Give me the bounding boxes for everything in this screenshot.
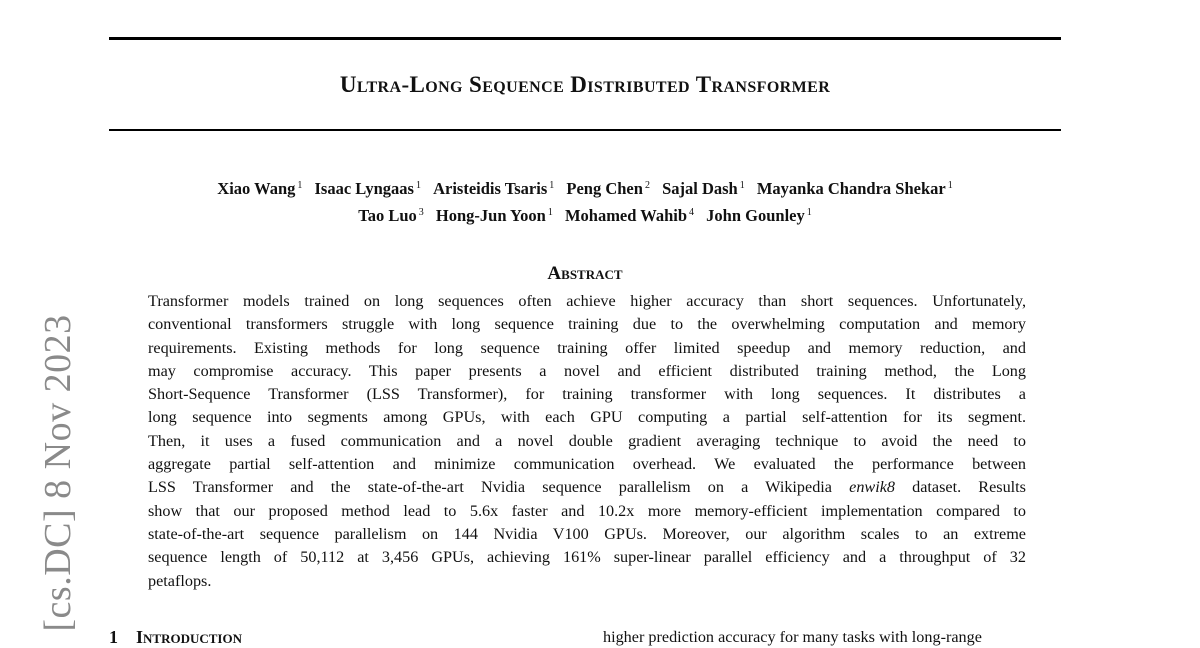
abstract-line: conventional transformers struggle with long sequence training due to the overwhelming computation and memory	[148, 315, 1026, 334]
author-name	[662, 179, 745, 198]
author-name	[433, 179, 554, 198]
author-affiliation: 1	[415, 180, 421, 191]
author-name	[358, 206, 424, 225]
abstract-line: LSS Transformer and the state-of-the-art Nvidia sequence parallelism on a Wikipedia enwik8 dataset. Results	[148, 478, 1026, 497]
author-name	[436, 206, 553, 225]
abstract-line: sequence length of 50,112 at 3,456 GPUs, achieving 161% super-linear parallel efficiency and a throughput of 32	[148, 548, 1026, 567]
author-name-text: Mohamed Wahib	[564, 206, 688, 225]
author-name-text: Tao Luo	[358, 206, 417, 225]
section-heading	[109, 627, 242, 648]
author-name	[757, 179, 953, 198]
abstract-line: petaflops.	[148, 571, 212, 590]
author-name	[706, 206, 812, 225]
title-bottom-rule	[109, 129, 1061, 131]
paper-title: Ultra-Long Sequence Distributed Transformer	[339, 72, 831, 97]
section-title: Introduction	[136, 627, 242, 647]
top-rule	[109, 37, 1061, 40]
abstract-line: Then, it uses a fused communication and a novel double gradient averaging technique to avoid the need to	[148, 431, 1026, 450]
author-affiliation: 1	[297, 180, 303, 191]
author-name-text: Mayanka Chandra Shekar	[756, 179, 946, 198]
author-affiliation: 1	[739, 180, 745, 191]
author-affiliation: 4	[689, 207, 695, 218]
author-name-text: Isaac Lyngaas	[314, 179, 414, 198]
author-name	[566, 179, 650, 198]
author-affiliation: 1	[947, 180, 953, 191]
author-name	[315, 179, 421, 198]
abstract-line: show that our proposed method lead to 5.6x faster and 10.2x more memory-efficient implementation compared to	[148, 501, 1026, 520]
author-affiliation: 2	[644, 180, 650, 191]
author-name-text: Peng Chen	[566, 179, 643, 198]
abstract-heading: Abstract	[547, 263, 623, 284]
dataset-name: enwik8	[849, 478, 895, 497]
abstract-line: state-of-the-art sequence parallelism on 144 Nvidia V100 GPUs. Moreover, our algorithm scales to an extreme	[148, 524, 1026, 543]
author-affiliation: 1	[547, 207, 553, 218]
author-name-text: John Gounley	[706, 206, 805, 225]
author-name-text: Aristeidis Tsaris	[433, 179, 548, 198]
abstract-line: may compromise accuracy. This paper presents a novel and efficient distributed training method, the Long	[148, 361, 1026, 380]
author-name-text: Xiao Wang	[217, 179, 296, 198]
abstract-body	[148, 290, 1026, 593]
author-affiliation: 1	[806, 207, 812, 218]
abstract-line: long sequence into segments among GPUs, with each GPU computing a partial self-attention for its segment.	[148, 408, 1026, 427]
author-affiliation: 1	[549, 180, 555, 191]
right-column-text: higher prediction accuracy for many tasks with long-range	[603, 628, 982, 646]
abstract-line: Short-Sequence Transformer (LSS Transformer), for training transformer with long sequences. It distributes a	[148, 385, 1026, 404]
author-name-text: Sajal Dash	[662, 179, 738, 198]
author-name	[565, 206, 694, 225]
abstract-line: Transformer models trained on long sequences often achieve higher accuracy than short sequences. Unfortunately,	[148, 292, 1026, 310]
author-list	[109, 174, 1061, 228]
abstract-line: requirements. Existing methods for long sequence training offer limited speedup and memory reduction, and	[148, 338, 1026, 357]
arxiv-stamp-text: [cs.DC] 8 Nov 2023	[37, 314, 79, 632]
abstract-line: aggregate partial self-attention and minimize communication overhead. We evaluated the performance between	[148, 455, 1026, 474]
author-affiliation: 3	[418, 207, 424, 218]
section-number: 1	[109, 627, 118, 647]
author-name-text: Hong-Jun Yoon	[435, 206, 546, 225]
author-name	[217, 179, 302, 198]
